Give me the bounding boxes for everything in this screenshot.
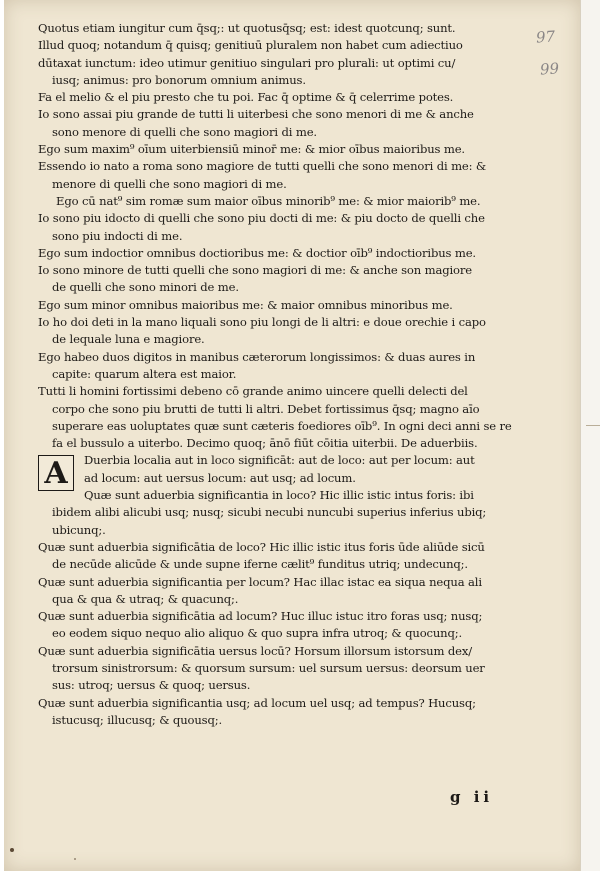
text-line: Quæ sunt aduerbia significantia in loco? Hic illic istic intus foris: ibi <box>84 488 474 503</box>
decorated-initial-a: A <box>38 455 74 491</box>
text-line: Ego sum indoctior omnibus doctioribus me: & doctior oīb⁹ indoctioribus me. <box>38 245 476 260</box>
text-line: Quæ sunt aduerbia significātia uersus locū? Horsum illorsum istorsum dex/ <box>38 643 472 658</box>
text-line: sus: utroq; uersus & quoq; uersus. <box>52 678 251 693</box>
text-line: Quotus etiam iungitur cum q̄sq;: ut quotusq̄sq; est: idest quotcunq; sunt. <box>38 21 456 35</box>
text-line: Ego habeo duos digitos in manibus cæterorum longissimos: & duas aures in <box>38 349 476 364</box>
margin-note-folio: 97 <box>535 27 556 47</box>
text-line: ubicunq;. <box>52 522 106 537</box>
text-line: Duerbia localia aut in loco significāt: aut de loco: aut per locum: aut <box>84 453 475 468</box>
text-line: ad locum: aut uersus locum: aut usq; ad locum. <box>84 470 356 485</box>
initial-block <box>38 452 538 504</box>
text-line: de lequale luna e magiore. <box>52 332 205 347</box>
text-line: Quæ sunt aduerbia significātia de loco? Hic illic istic itus foris ūde aliūde sicū <box>38 539 485 554</box>
text-line: Ego sum maxim⁹ oīum uiterbiensiū minor̄ me: & mior oībus maioribus me. <box>38 142 465 157</box>
signature-mark: g ii <box>450 788 494 806</box>
text-line: superare eas uoluptates quæ sunt cæteris foediores oīb⁹. In ogni deci anni se re <box>52 418 512 433</box>
margin-note-folio: 99 <box>539 59 560 79</box>
text-line: Io ho doi deti in la mano liquali sono piu longi de li altri: e doue orechie i capo <box>38 315 486 330</box>
text-line: Illud quoq; notandum q̄ quisq; genitiuū pluralem non habet cum adiectiuo <box>38 38 463 53</box>
text-line: qua & qua & utraq; & quacunq;. <box>52 591 239 606</box>
text-line: iusq; animus: pro bonorum omnium animus. <box>52 72 306 87</box>
ink-spot <box>74 858 76 860</box>
text-line: Ego cū nat⁹ sim romæ sum maior oībus minorib⁹ me: & mior maiorib⁹ me. <box>56 193 481 208</box>
text-line: de necūde alicūde & unde supne iferne cælit⁹ funditus utriq; undecunq;. <box>52 557 468 572</box>
text-line: Tutti li homini fortissimi debeno cō grande animo uincere quelli delecti del <box>38 384 468 399</box>
text-line: fa el bussulo a uiterbo. Decimo quoq; ānō fiūt cōitia uiterbii. De aduerbiis. <box>52 436 478 451</box>
text-line: Ego sum minor omnibus maioribus me: & maior omnibus minoribus me. <box>38 297 453 312</box>
text-line: Quæ sunt aduerbia significantia usq; ad locum uel usq; ad tempus? Hucusq; <box>38 695 476 710</box>
text-line: ibidem alibi alicubi usq; nusq; sicubi necubi nuncubi superius inferius ubiq; <box>52 505 487 520</box>
ink-spot <box>10 848 14 852</box>
text-line: eo eodem siquo nequo alio aliquo & quo supra infra utroq; & quocunq;. <box>52 626 463 641</box>
text-line: menore di quelli che sono magiori di me. <box>52 176 287 191</box>
text-line: Io sono minore de tutti quelli che sono magiori di me: & anche son magiore <box>38 263 472 278</box>
text-line: Quæ sunt aduerbia significantia per locum? Hac illac istac ea siqua nequa ali <box>38 574 482 589</box>
text-line: Io sono piu idocto di quelli che sono piu docti di me: & piu docto de quelli che <box>38 211 485 226</box>
text-line: sono piu indocti di me. <box>52 228 183 243</box>
text-line: istucusq; illucusq; & quousq;. <box>52 712 223 727</box>
text-line: Essendo io nato a roma sono magiore de tutti quelli che sono menori di me: & <box>38 159 487 174</box>
text-line: de quelli che sono minori de me. <box>52 280 239 295</box>
text-line: capite: quarum altera est maior. <box>52 366 237 381</box>
text-line: trorsum sinistrorsum: & quorsum sursum: uel sursum uersus: deorsum uer <box>52 660 485 675</box>
text-line: Fa el melio & el piu presto che tu poi. Fac q̄ optime & q̄ celerrime potes. <box>38 90 454 105</box>
text-line: Quæ sunt aduerbia significātia ad locum? Huc illuc istuc itro foras usq; nusq; <box>38 609 483 624</box>
text-line: corpo che sono piu brutti de tutti li altri. Debet fortissimus q̄sq; magno aīo <box>52 401 480 416</box>
text-line: Io sono assai piu grande de tutti li uiterbesi che sono menori di me & anche <box>38 107 474 122</box>
edge-mark <box>586 425 600 426</box>
page-text <box>38 20 538 729</box>
adjacent-page-edge <box>580 0 600 871</box>
text-line: dūtaxat iunctum: ideo utimur genitiuo singulari pro plurali: ut optimi cu/ <box>38 55 456 70</box>
text-line: sono menore di quelli che sono magiori di me. <box>52 124 317 139</box>
